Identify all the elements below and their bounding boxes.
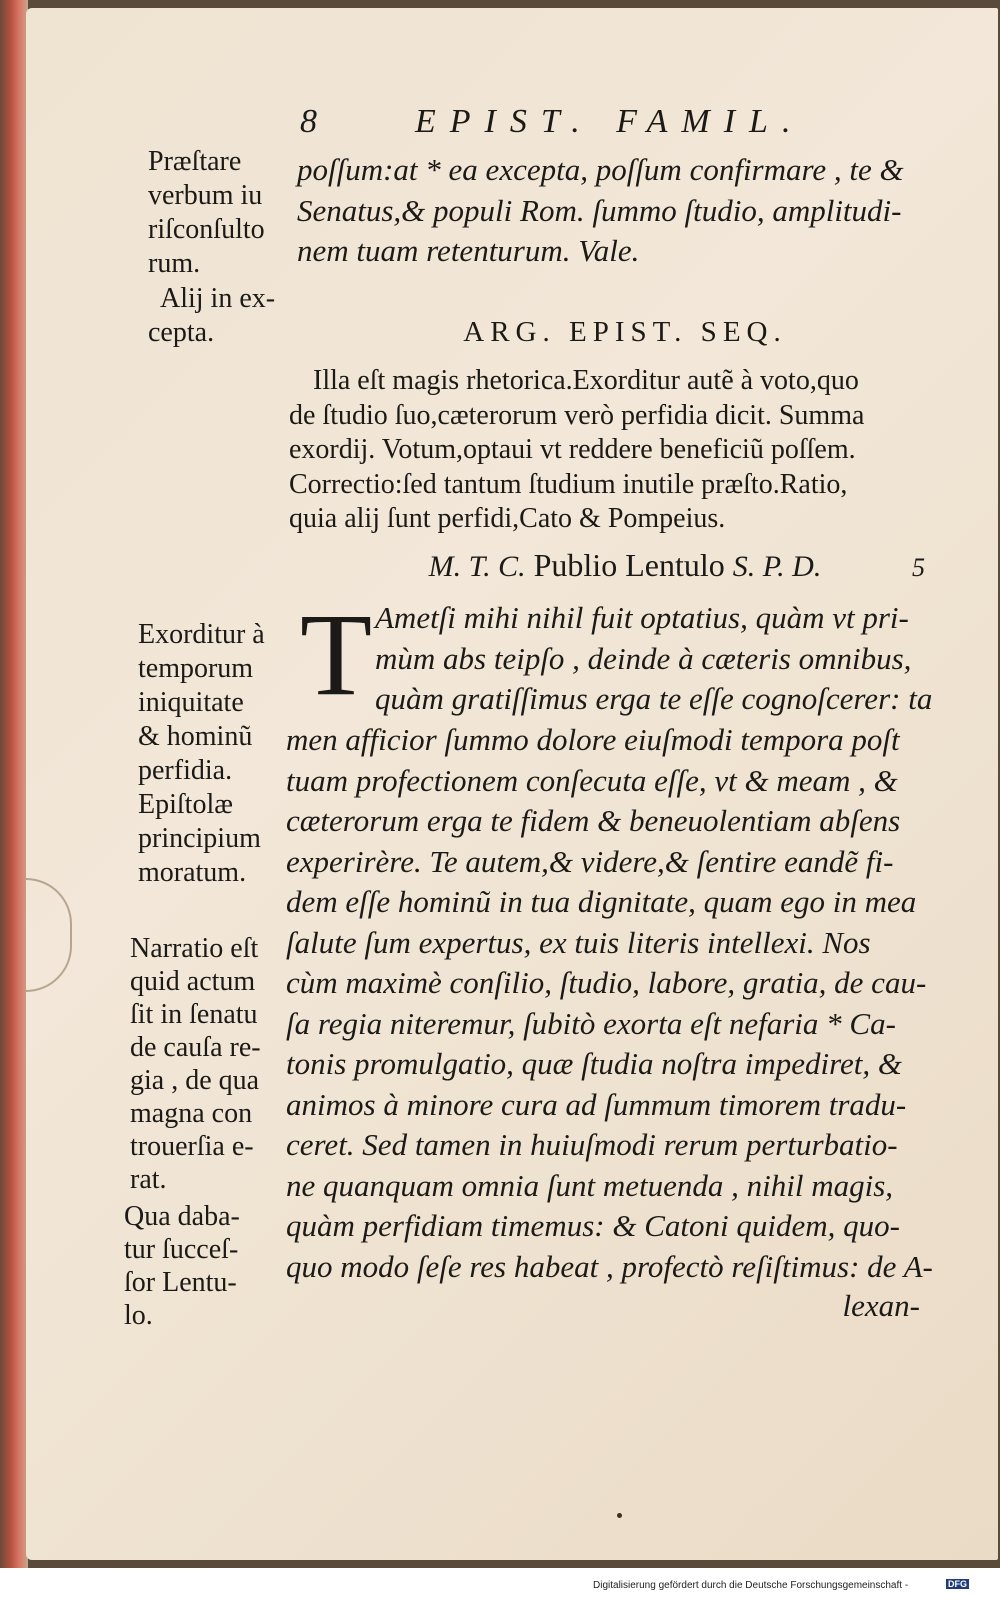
text-line: Ametſi mihi nihil fuit optatius, quàm vt pri- <box>375 600 909 635</box>
margin-line: Exorditur à <box>138 619 265 650</box>
text-line: tuam profectionem conſecuta eſſe, vt & meam , & <box>286 762 898 798</box>
text-line: experirère. Te autem,& videre,& ſentire eandẽ fi- <box>286 843 894 879</box>
margin-line: Qua daba- <box>124 1201 240 1232</box>
margin-note <box>124 1200 240 1332</box>
ink-spot <box>617 1513 622 1518</box>
text-line: mùm abs teipſo , deinde à cæteris omnibus, <box>375 640 912 676</box>
digitization-credit: Digitalisierung gefördert durch die Deutsche Forschungsgemeinschaft - <box>593 1580 909 1591</box>
text-line: ſa regia niteremur, ſubitò exorta eſt nefaria * Ca- <box>286 1005 896 1041</box>
letter-body <box>286 720 956 1287</box>
margin-line: ſor Lentu- <box>124 1267 237 1298</box>
letter-opening <box>375 598 955 720</box>
margin-line: moratum. <box>138 857 247 888</box>
margin-line: & hominũ <box>138 721 253 752</box>
argument-text <box>289 364 949 537</box>
text-line: ceret. Sed tamen in huiuſmodi rerum perturbatio- <box>286 1127 898 1162</box>
margin-note <box>130 932 261 1196</box>
catchword: lexan- <box>842 1288 920 1323</box>
previous-letter-ending <box>297 150 947 272</box>
margin-line: iniquitate <box>138 687 244 718</box>
margin-line: Alij in ex- <box>160 283 276 314</box>
margin-line: ſit in ſenatu <box>130 999 258 1030</box>
margin-line: temporum <box>138 653 254 684</box>
margin-line: de cauſa re- <box>130 1032 261 1063</box>
margin-line: principium <box>138 823 261 854</box>
text-line: quo modo ſeſe res habeat , profectò reſiſtimus: de A- <box>286 1248 933 1284</box>
text-line: Correctio:ſed tantum ſtudium inutile præſto.Ratio, <box>289 468 848 500</box>
text-line: ſalute ſum expertus, ex tuis literis intellexi. Nos <box>286 924 871 960</box>
argument-heading: ARG. EPIST. SEQ. <box>463 316 787 348</box>
salutation-pre: M. T. C. <box>428 550 526 583</box>
text-line: quàm perfidiam timemus: & Catoni quidem, quo- <box>286 1208 900 1243</box>
text-line: quàm gratiſſimus erga te eſſe cognoſcerer: ta <box>375 681 933 716</box>
text-line: quia alij ſunt perfidi,Cato & Pompeius. <box>289 503 726 534</box>
margin-note <box>138 618 265 890</box>
margin-line: perfidia. <box>138 755 233 786</box>
text-line: tonis promulgatio, quæ ſtudia noſtra impediret, & <box>286 1046 903 1081</box>
text-line: cùm maximè conſilio, ſtudio, labore, gratia, de cau- <box>286 965 927 1000</box>
dfg-logo: DFG <box>948 1579 967 1589</box>
margin-line: rum. <box>148 248 201 279</box>
margin-line: lo. <box>124 1300 153 1331</box>
text-line: Illa eſt magis rhetorica.Exorditur autẽ à voto,quo <box>313 365 859 396</box>
salutation <box>300 547 950 584</box>
margin-line: riſconſulto <box>148 214 265 245</box>
text-line: men afficior ſummo dolore eiuſmodi tempora poſt <box>286 722 900 757</box>
margin-line: trouerſia e- <box>130 1131 254 1162</box>
salutation-name: Publio Lentulo <box>533 547 725 583</box>
margin-line: cepta. <box>148 317 215 348</box>
margin-line: Epiſtolæ <box>138 789 233 820</box>
margin-line: Præſtare <box>148 146 242 177</box>
text-line: exordij. Votum,optaui vt reddere beneficiũ poſſem. <box>289 434 856 465</box>
margin-line: gia , de qua <box>130 1065 260 1096</box>
margin-line: magna con <box>130 1098 253 1129</box>
text-line: poſſum:at * ea excepta, poſſum confirmare , te & <box>297 152 904 187</box>
margin-note <box>148 282 275 350</box>
margin-line: verbum iu <box>148 180 263 211</box>
salutation-post: S. P. D. <box>732 550 822 583</box>
margin-line: quid actum <box>130 966 256 997</box>
margin-line: rat. <box>130 1164 167 1195</box>
epistle-number: 5 <box>912 553 925 582</box>
margin-line: tur ſucceſ- <box>124 1234 239 1265</box>
text-line: nem tuam retenturum. Vale. <box>297 233 640 268</box>
text-line: ne quanquam omnia ſunt metuenda , nihil magis, <box>286 1167 894 1203</box>
text-line: cæterorum erga te fidem & beneuolentiam abſens <box>286 803 901 838</box>
text-line: dem eſſe hominũ in tua dignitate, quam ego in mea <box>286 884 917 919</box>
drop-cap: T <box>300 589 373 720</box>
margin-note <box>148 145 265 281</box>
page-edge <box>0 0 28 1568</box>
text-line: animos à minore cura ad ſummum timorem tradu- <box>286 1086 907 1122</box>
text-line: de ſtudio ſuo,cæterorum verò perfidia dicit. Summa <box>289 399 865 431</box>
page-number: 8 <box>300 103 317 140</box>
margin-line: Narratio eſt <box>130 933 259 964</box>
text-line: Senatus,& populi Rom. ſummo ſtudio, amplitudi- <box>297 192 902 228</box>
page-clip <box>26 878 72 992</box>
running-title: EPIST. FAMIL. <box>415 103 805 140</box>
